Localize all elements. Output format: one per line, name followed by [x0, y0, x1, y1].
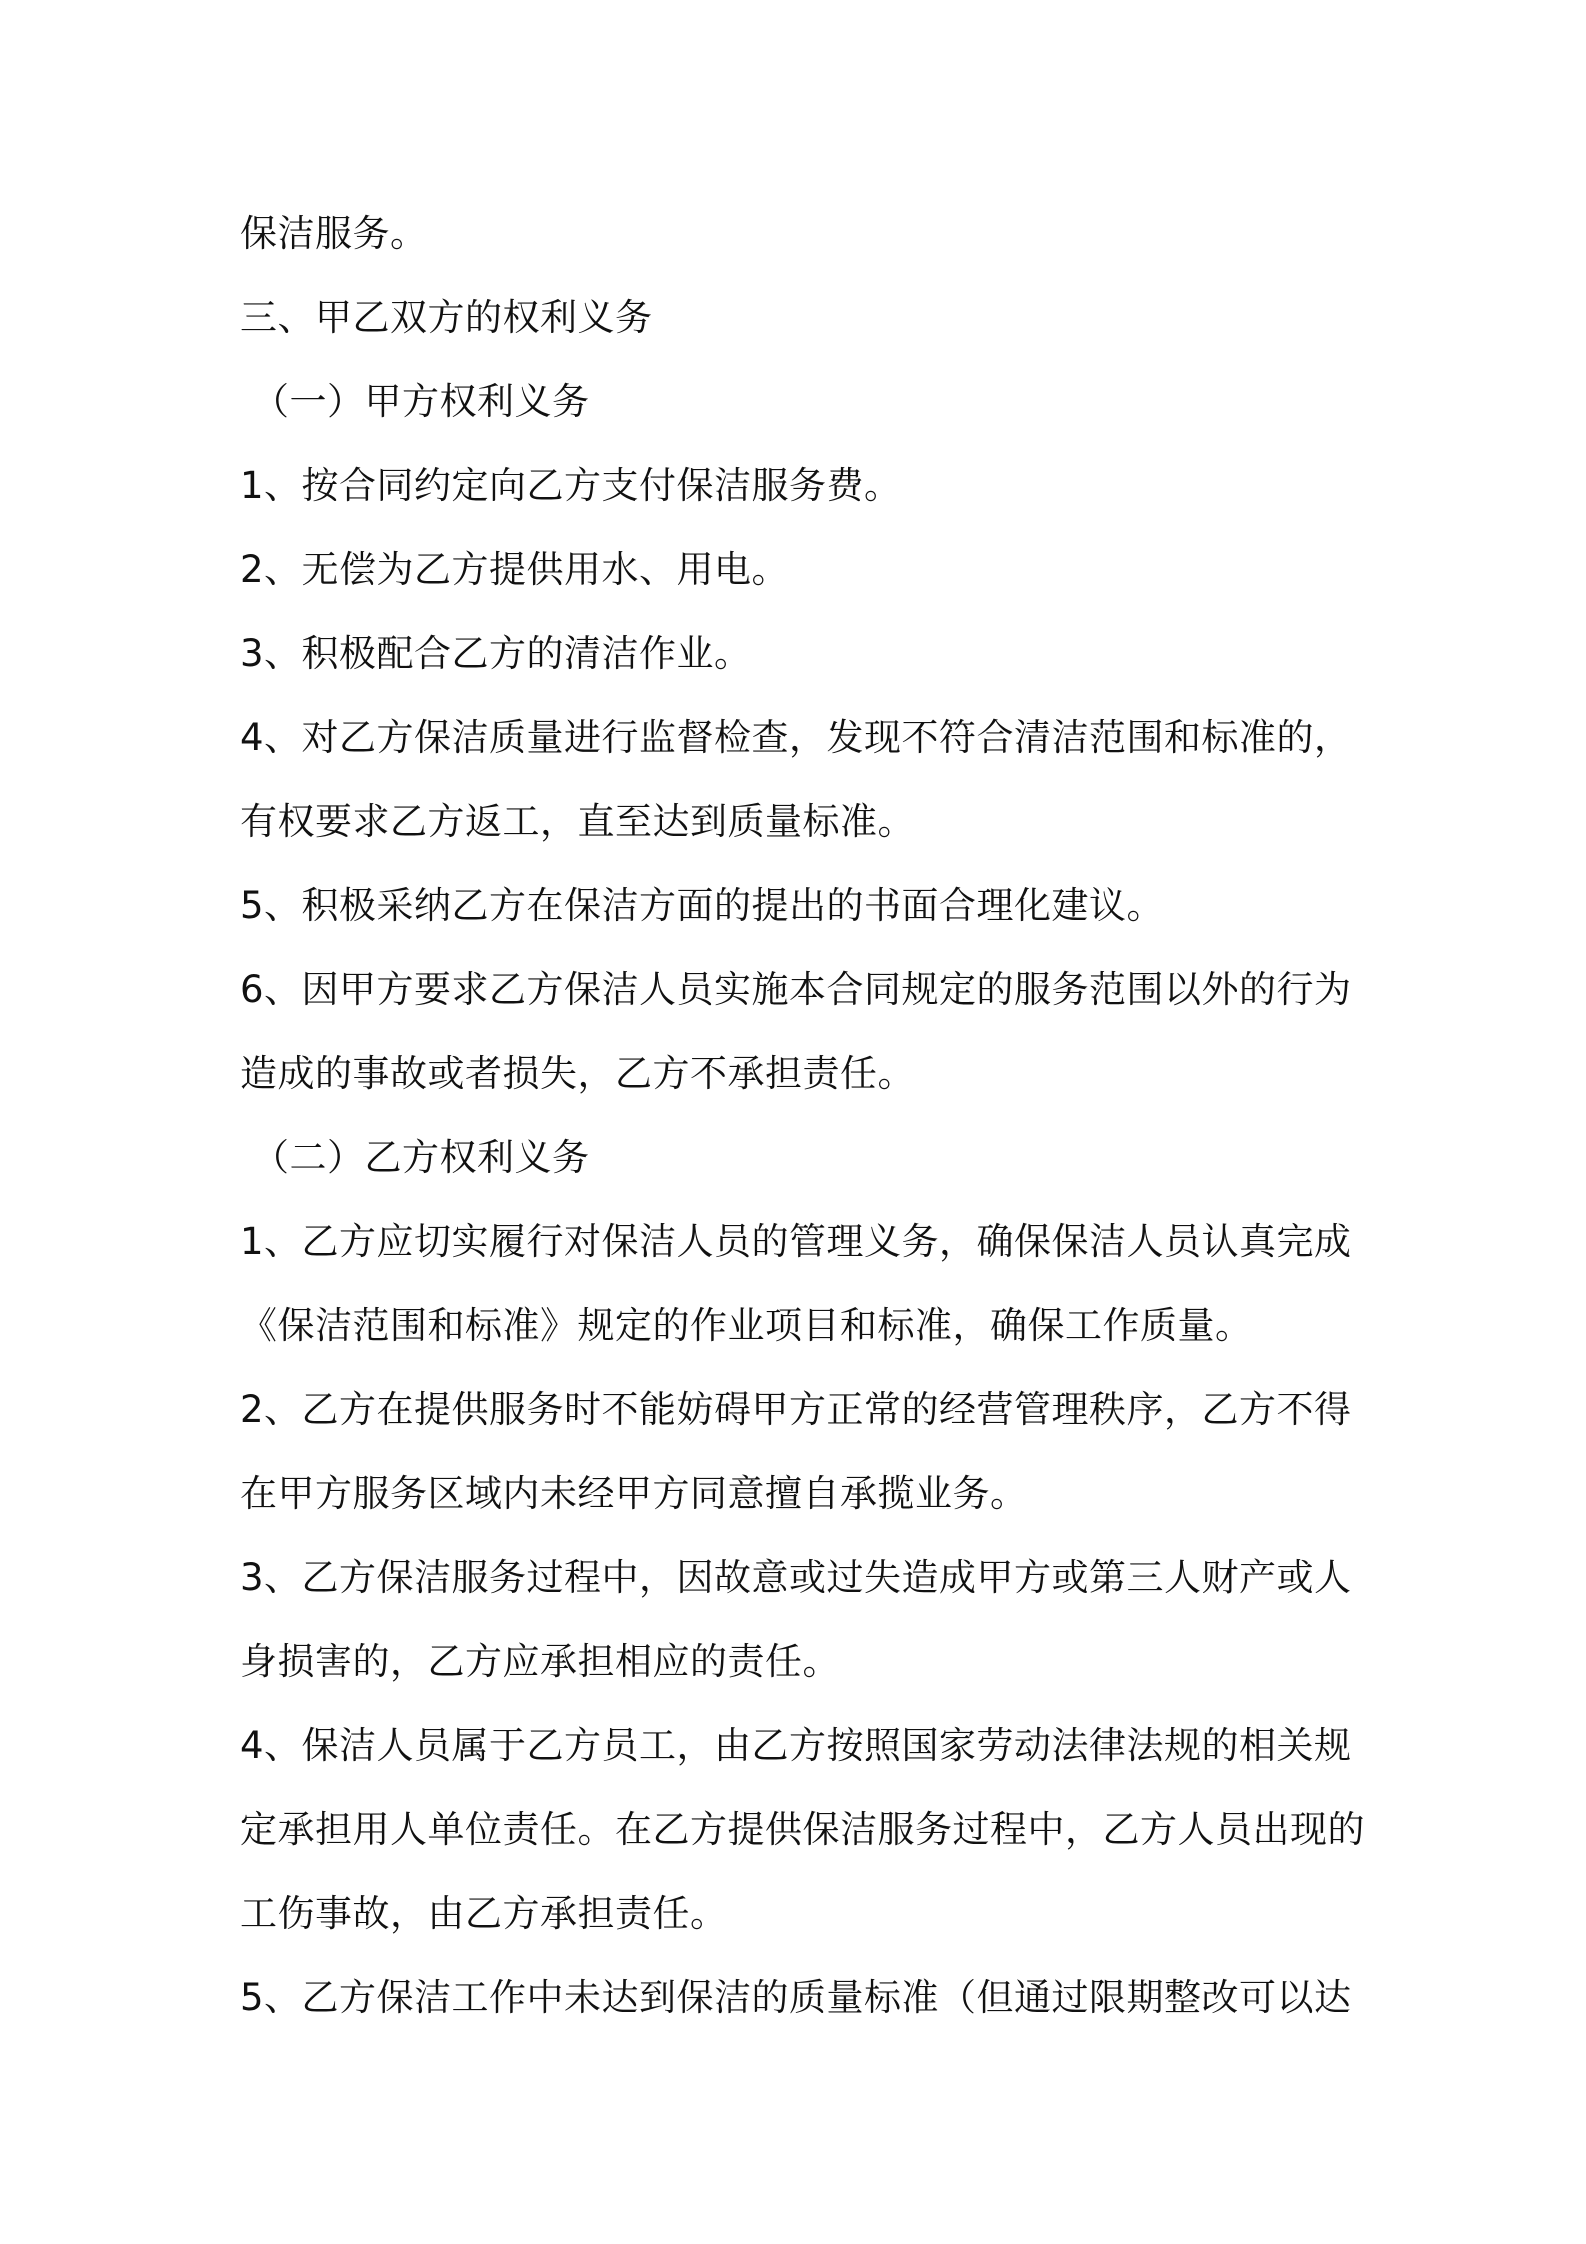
section-heading: 三、甲乙双方的权利义务: [240, 296, 653, 339]
clause-line: 6、因甲方要求乙方保洁人员实施本合同规定的服务范围以外的行为: [240, 968, 1352, 1011]
clause-line: 在甲方服务区域内未经甲方同意擅自承揽业务。: [240, 1472, 1028, 1515]
clause-line: 工伤事故，由乙方承担责任。: [240, 1892, 728, 1935]
clause-line: 5、积极采纳乙方在保洁方面的提出的书面合理化建议。: [240, 884, 1165, 927]
clause-line: 2、无偿为乙方提供用水、用电。: [240, 548, 790, 591]
clause-line: 造成的事故或者损失，乙方不承担责任。: [240, 1052, 915, 1095]
clause-line: 有权要求乙方返工，直至达到质量标准。: [240, 800, 915, 843]
clause-line: 3、积极配合乙方的清洁作业。: [240, 632, 752, 675]
clause-line: 4、保洁人员属于乙方员工，由乙方按照国家劳动法律法规的相关规: [240, 1724, 1352, 1767]
document-body: [240, 192, 1365, 2040]
clause-line: 定承担用人单位责任。在乙方提供保洁服务过程中，乙方人员出现的: [240, 1808, 1365, 1851]
clause-line: 《保洁范围和标准》规定的作业项目和标准，确保工作质量。: [240, 1304, 1253, 1347]
clause-line: 5、乙方保洁工作中未达到保洁的质量标准（但通过限期整改可以达: [240, 1976, 1352, 2019]
clause-line: 2、乙方在提供服务时不能妨碍甲方正常的经营管理秩序，乙方不得: [240, 1388, 1352, 1431]
clause-line: 身损害的，乙方应承担相应的责任。: [240, 1640, 840, 1683]
subsection-heading: （一）甲方权利义务: [252, 380, 590, 423]
clause-line: 1、按合同约定向乙方支付保洁服务费。: [240, 464, 902, 507]
clause-line: 1、乙方应切实履行对保洁人员的管理义务，确保保洁人员认真完成: [240, 1220, 1352, 1263]
text-line: 保洁服务。: [240, 212, 428, 255]
subsection-heading: （二）乙方权利义务: [252, 1136, 590, 1179]
clause-line: 4、对乙方保洁质量进行监督检查，发现不符合清洁范围和标准的，: [240, 716, 1352, 759]
clause-line: 3、乙方保洁服务过程中，因故意或过失造成甲方或第三人财产或人: [240, 1556, 1352, 1599]
